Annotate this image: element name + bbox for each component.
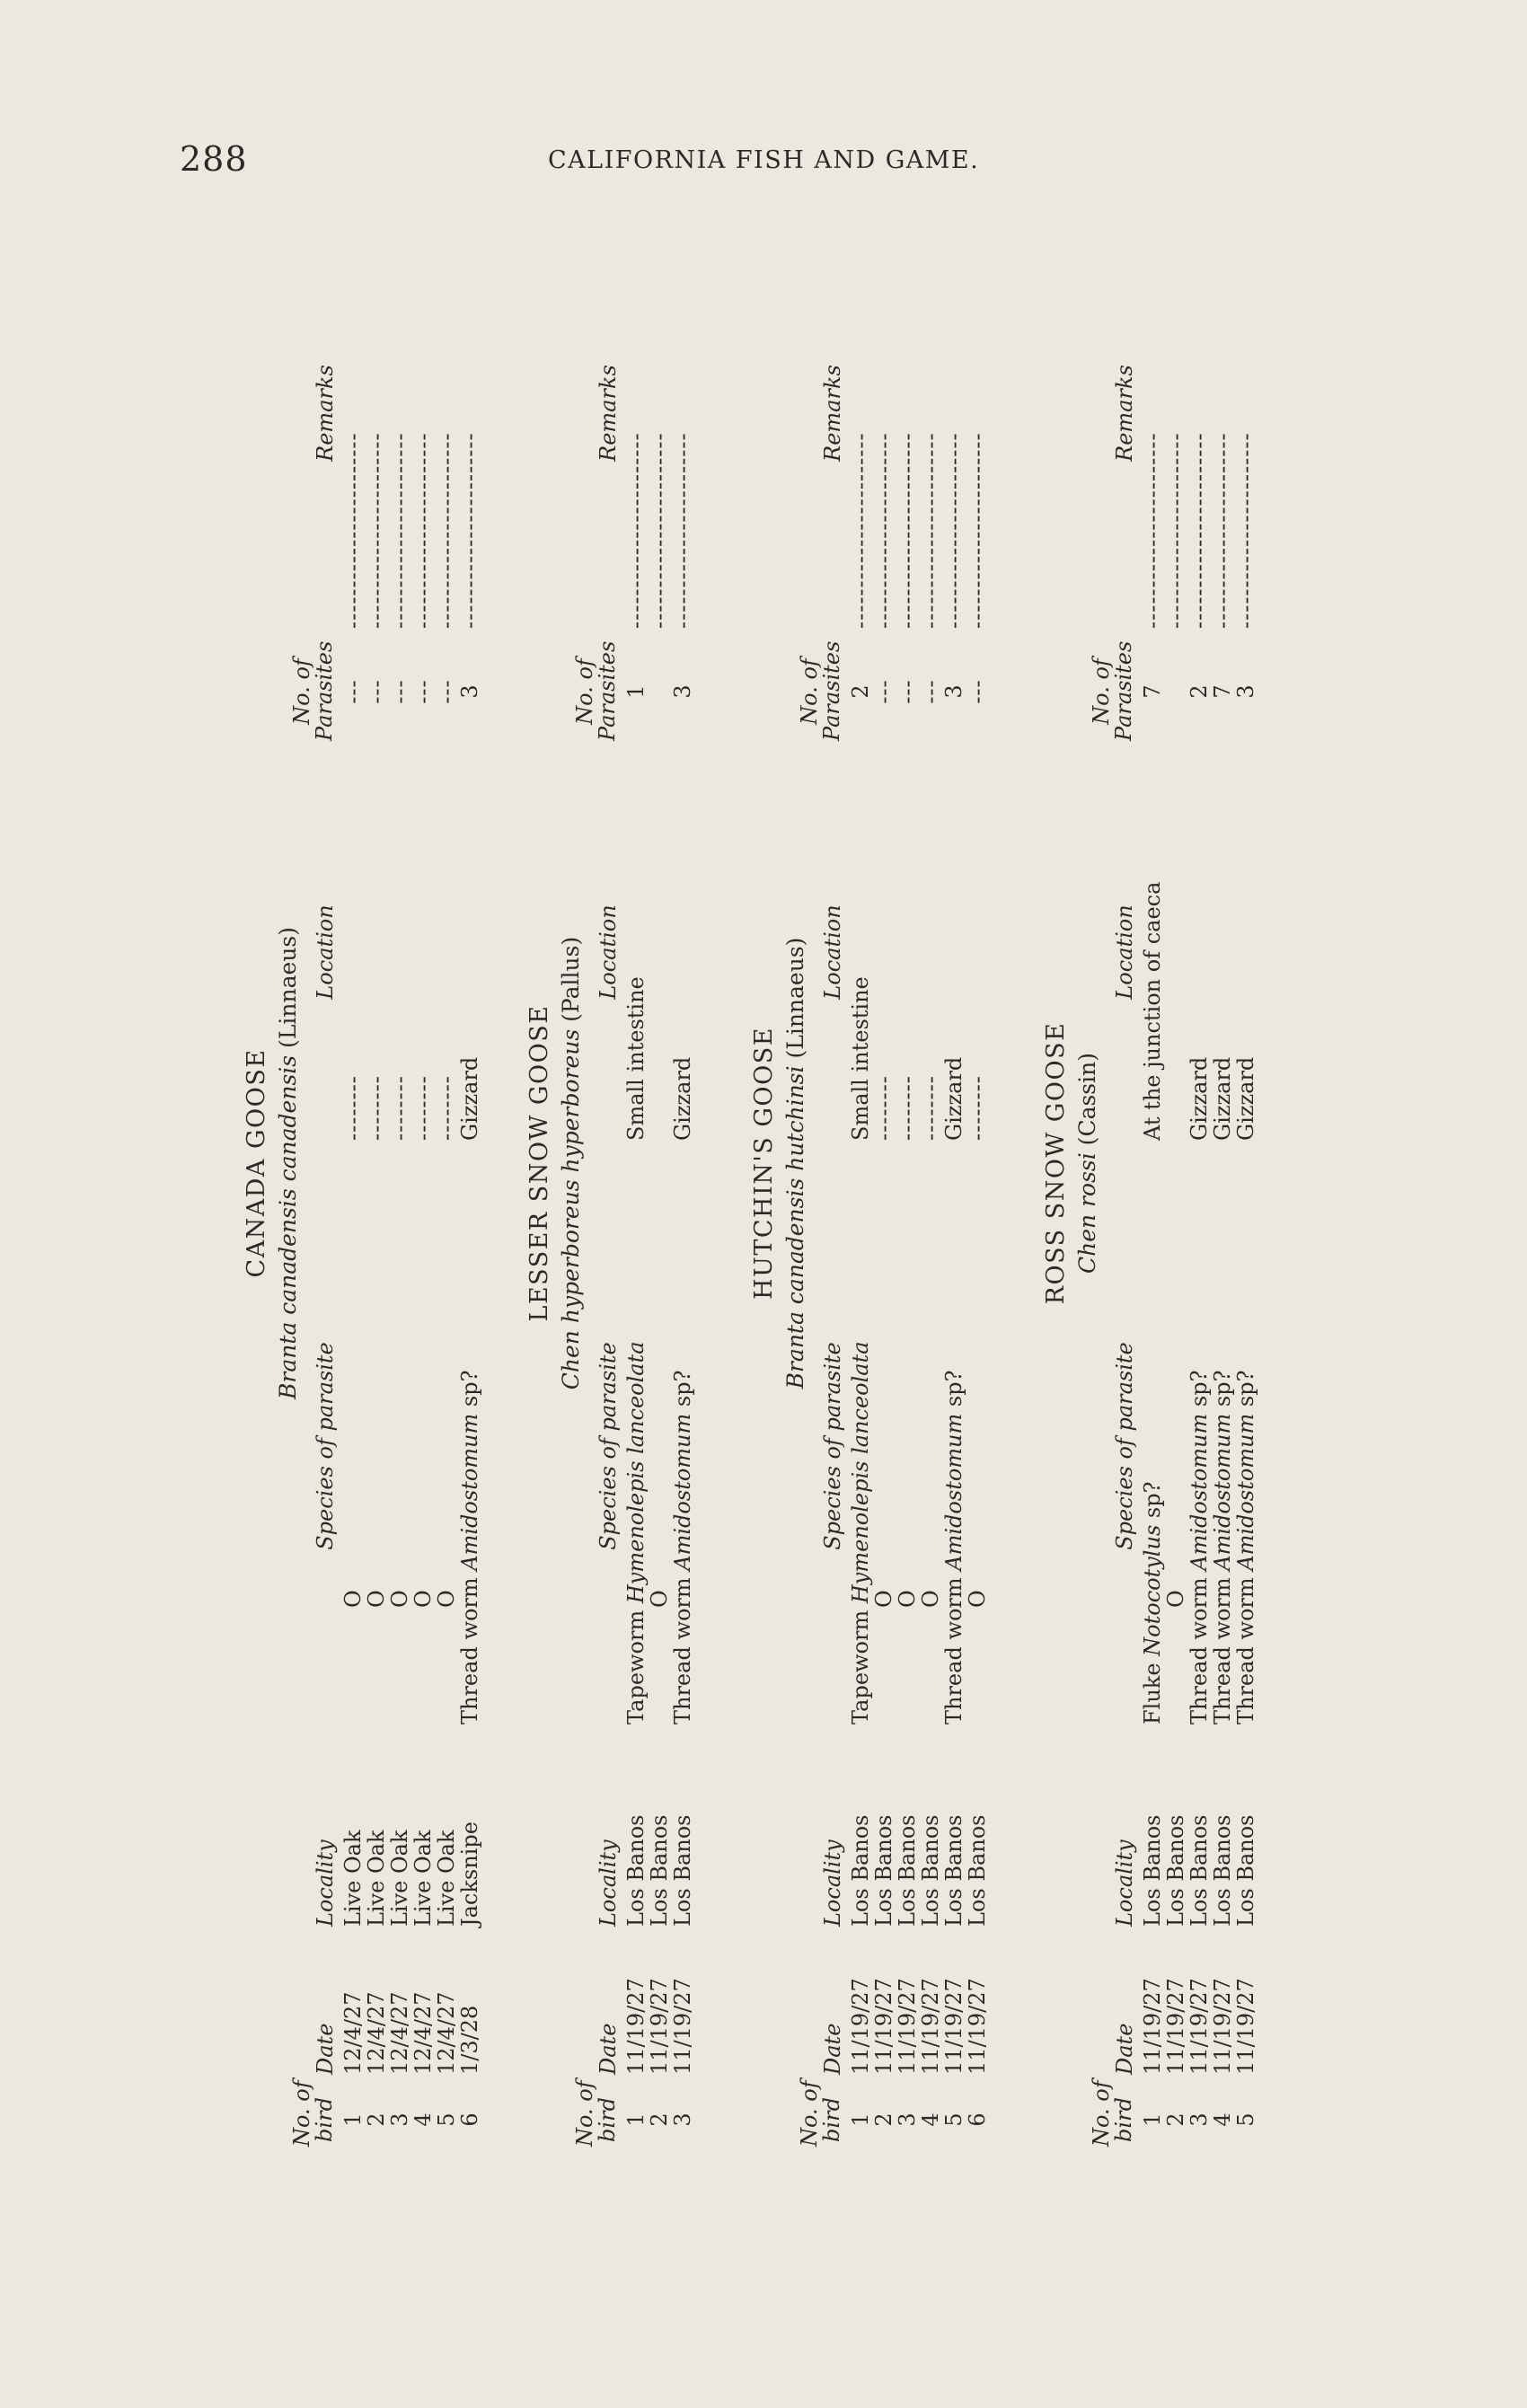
- header-line: Remarks: [313, 365, 338, 462]
- header-line: bird: [819, 2097, 844, 2142]
- page-number: 288: [180, 139, 248, 179]
- remarks-cell: ------------------------: [871, 432, 896, 629]
- species-cell: Thread worm Amidostomum sp?: [670, 1370, 695, 1724]
- scientific-binomial: Branta canadensis canadensis: [275, 1054, 301, 1399]
- species-cell: O: [918, 1590, 943, 1608]
- locality-cell: Los Banos: [1163, 1814, 1188, 1927]
- location-column-header: [314, 763, 337, 1141]
- scientific-author: (Linnaeus): [275, 927, 301, 1048]
- count-cell: ---: [410, 679, 436, 704]
- count-cell: 3: [457, 684, 482, 699]
- date-column-header: [822, 1940, 844, 2075]
- table-title: ROSS SNOW GOOSE: [1042, 1021, 1070, 1305]
- header-line: Species of parasite: [820, 1342, 845, 1550]
- location-cell: Gizzard: [1187, 1056, 1212, 1141]
- table-title: HUTCHIN'S GOOSE: [750, 1027, 778, 1300]
- header-line: Location: [1112, 904, 1137, 1000]
- date-column-header: [597, 1940, 620, 2075]
- header-line: No. of: [1089, 2080, 1114, 2147]
- location-cell: Small intestine: [623, 976, 649, 1141]
- bird-cell: 6: [457, 2113, 482, 2127]
- date-cell: 1/3/28: [457, 2005, 482, 2075]
- remarks-cell: ------------------------: [895, 432, 920, 629]
- species-cell: Thread worm Amidostomum sp?: [941, 1370, 967, 1724]
- date-cell: 11/19/27: [623, 1978, 649, 2075]
- date-cell: 12/4/27: [364, 1991, 389, 2075]
- location-cell: Gizzard: [457, 1056, 482, 1141]
- species-scientific-name: Hymenolepis lanceolata: [848, 1341, 873, 1604]
- count-cell: ---: [340, 679, 366, 704]
- remarks-cell: ------------------------: [1187, 432, 1212, 629]
- scientific-author: (Pallus): [558, 936, 584, 1022]
- bird-cell: 4: [1210, 2113, 1235, 2127]
- date-cell: 12/4/27: [340, 1991, 366, 2075]
- location-cell: --------: [895, 1075, 920, 1141]
- species-column-header: [1114, 1168, 1136, 1724]
- header-line: bird: [595, 2097, 620, 2142]
- bird-cell: 3: [670, 2113, 695, 2127]
- date-column-header: [314, 1940, 337, 2075]
- date-cell: 12/4/27: [410, 1991, 436, 2075]
- header-line: Location: [313, 904, 338, 1000]
- bird-cell: 1: [848, 2113, 873, 2127]
- header-line: Date: [596, 2023, 621, 2075]
- locality-column-header: [1114, 1747, 1136, 1927]
- bird-cell: 3: [1187, 2113, 1212, 2127]
- count-cell: 3: [1233, 684, 1258, 699]
- location-column-header: [822, 763, 844, 1141]
- header-line: Locality: [313, 1839, 338, 1927]
- header-line: No. of: [289, 658, 314, 725]
- header-line: Parasites: [595, 640, 620, 741]
- date-cell: 11/19/27: [1233, 1978, 1258, 2075]
- location-cell: --------: [965, 1075, 990, 1141]
- count-cell: 1: [623, 684, 649, 699]
- header-line: No. of: [797, 658, 822, 725]
- species-cell: O: [434, 1590, 459, 1608]
- header-line: Locality: [820, 1839, 845, 1927]
- location-cell: --------: [387, 1075, 412, 1141]
- species-cell: Thread worm Amidostomum sp?: [1187, 1370, 1212, 1724]
- count-column-header: [799, 642, 843, 741]
- remarks-cell: ------------------------: [848, 432, 873, 629]
- remarks-column-header: [822, 198, 844, 629]
- header-line: Date: [313, 2023, 338, 2075]
- locality-cell: Los Banos: [871, 1814, 896, 1927]
- species-column-header: [597, 1168, 620, 1724]
- locality-cell: Live Oak: [387, 1830, 412, 1927]
- species-scientific-name: Amidostomum: [1187, 1413, 1212, 1571]
- date-cell: 12/4/27: [434, 1991, 459, 2075]
- bird-cell: 3: [387, 2113, 412, 2127]
- date-cell: 11/19/27: [895, 1978, 920, 2075]
- species-column-header: [822, 1168, 844, 1724]
- species-cell: O: [364, 1590, 389, 1608]
- location-cell: --------: [340, 1075, 366, 1141]
- count-cell: 7: [1140, 684, 1165, 699]
- table-title: LESSER SNOW GOOSE: [525, 1004, 553, 1322]
- header-line: Parasites: [312, 640, 337, 741]
- species-cell: O: [410, 1590, 436, 1608]
- species-cell: O: [965, 1590, 990, 1608]
- locality-cell: Los Banos: [1210, 1814, 1235, 1927]
- header-line: Species of parasite: [596, 1342, 621, 1550]
- remarks-cell: ------------------------: [941, 432, 967, 629]
- locality-cell: Los Banos: [647, 1814, 672, 1927]
- bird-column-header: [289, 2080, 337, 2147]
- remarks-cell: ------------------------: [1163, 432, 1188, 629]
- scientific-binomial: Chen hyperboreus hyperboreus: [558, 1028, 584, 1390]
- bird-cell: 5: [434, 2113, 459, 2127]
- header-line: No. of: [572, 2080, 597, 2147]
- journal-title: CALIFORNIA FISH AND GAME.: [548, 146, 980, 174]
- remarks-cell: ------------------------: [340, 432, 366, 629]
- location-cell: Gizzard: [1210, 1056, 1235, 1141]
- header-line: Remarks: [820, 365, 845, 462]
- locality-cell: Los Banos: [623, 1814, 649, 1927]
- bird-cell: 2: [647, 2113, 672, 2127]
- header-line: Date: [820, 2023, 845, 2075]
- date-cell: 11/19/27: [1210, 1978, 1235, 2075]
- location-cell: --------: [364, 1075, 389, 1141]
- bird-cell: 2: [871, 2113, 896, 2127]
- date-cell: 11/19/27: [848, 1978, 873, 2075]
- header-line: Species of parasite: [313, 1342, 338, 1550]
- bird-column-header: [797, 2080, 844, 2147]
- remarks-cell: ------------------------: [434, 432, 459, 629]
- rotated-tables: [243, 180, 1302, 2147]
- locality-column-header: [597, 1747, 620, 1927]
- location-cell: Gizzard: [941, 1056, 967, 1141]
- locality-cell: Los Banos: [965, 1814, 990, 1927]
- date-cell: 12/4/27: [387, 1991, 412, 2075]
- scientific-name: [782, 180, 808, 2147]
- header-line: Remarks: [1112, 365, 1137, 462]
- header-line: bird: [1111, 2097, 1136, 2142]
- locality-cell: Los Banos: [1140, 1814, 1165, 1927]
- header-line: No. of: [289, 2080, 314, 2147]
- species-scientific-name: Amidostomum: [1233, 1413, 1258, 1571]
- bird-cell: 4: [410, 2113, 436, 2127]
- location-cell: Gizzard: [1233, 1056, 1258, 1141]
- scientific-binomial: Chen rossi: [1074, 1152, 1100, 1274]
- species-scientific-name: Notocotylus: [1140, 1524, 1165, 1656]
- date-cell: 11/19/27: [918, 1978, 943, 2075]
- remarks-column-header: [314, 198, 337, 629]
- count-column-header: [1090, 642, 1135, 741]
- location-cell: --------: [918, 1075, 943, 1141]
- location-cell: Small intestine: [848, 976, 873, 1141]
- locality-cell: Los Banos: [1233, 1814, 1258, 1927]
- bird-cell: 2: [1163, 2113, 1188, 2127]
- location-column-header: [1114, 763, 1136, 1141]
- remarks-cell: ------------------------: [623, 432, 649, 629]
- locality-column-header: [822, 1747, 844, 1927]
- count-cell: ---: [918, 679, 943, 704]
- remarks-column-header: [1114, 198, 1136, 629]
- species-cell: Thread worm Amidostomum sp?: [1233, 1370, 1258, 1724]
- remarks-cell: ------------------------: [1140, 432, 1165, 629]
- species-cell: Fluke Notocotylus sp?: [1140, 1481, 1165, 1724]
- bird-cell: 1: [623, 2113, 649, 2127]
- location-cell: At the junction of caeca: [1140, 881, 1165, 1141]
- date-cell: 11/19/27: [1140, 1978, 1165, 2075]
- scientific-author: (Cassin): [1074, 1053, 1100, 1146]
- count-cell: 3: [941, 684, 967, 699]
- table-title: CANADA GOOSE: [243, 1048, 270, 1278]
- bird-cell: 6: [965, 2113, 990, 2127]
- locality-cell: Los Banos: [895, 1814, 920, 1927]
- remarks-cell: ------------------------: [647, 432, 672, 629]
- species-scientific-name: Amidostomum: [1210, 1413, 1235, 1571]
- scientific-name: [275, 180, 301, 2147]
- remarks-cell: ------------------------: [1210, 432, 1235, 629]
- date-cell: 11/19/27: [1187, 1978, 1212, 2075]
- species-cell: Thread worm Amidostomum sp?: [457, 1370, 482, 1724]
- bird-cell: 1: [340, 2113, 366, 2127]
- location-cell: Gizzard: [670, 1056, 695, 1141]
- count-cell: ---: [387, 679, 412, 704]
- bird-cell: 1: [1140, 2113, 1165, 2127]
- header-line: Date: [1112, 2023, 1137, 2075]
- species-cell: Tapeworm Hymenolepis lanceolata: [848, 1341, 873, 1724]
- locality-cell: Los Banos: [670, 1814, 695, 1927]
- remarks-cell: ------------------------: [1233, 432, 1258, 629]
- remarks-cell: ------------------------: [670, 432, 695, 629]
- date-cell: 11/19/27: [965, 1978, 990, 2075]
- locality-cell: Live Oak: [340, 1830, 366, 1927]
- count-cell: ---: [434, 679, 459, 704]
- remarks-cell: ------------------------: [387, 432, 412, 629]
- bird-cell: 2: [364, 2113, 389, 2127]
- bird-cell: 3: [895, 2113, 920, 2127]
- species-scientific-name: Amidostomum: [941, 1413, 967, 1571]
- count-cell: 2: [848, 684, 873, 699]
- remarks-column-header: [597, 198, 620, 629]
- species-cell: O: [340, 1590, 366, 1608]
- date-cell: 11/19/27: [670, 1978, 695, 2075]
- species-scientific-name: Amidostomum: [670, 1413, 695, 1571]
- species-cell: O: [387, 1590, 412, 1608]
- count-cell: ---: [364, 679, 389, 704]
- bird-column-header: [572, 2080, 620, 2147]
- remarks-cell: ------------------------: [364, 432, 389, 629]
- bird-cell: 5: [941, 2113, 967, 2127]
- count-cell: ---: [871, 679, 896, 704]
- species-cell: O: [871, 1590, 896, 1608]
- locality-cell: Los Banos: [1187, 1814, 1212, 1927]
- header-line: No. of: [572, 658, 597, 725]
- header-line: bird: [312, 2097, 337, 2142]
- location-column-header: [597, 763, 620, 1141]
- locality-column-header: [314, 1747, 337, 1927]
- location-cell: --------: [434, 1075, 459, 1141]
- header-line: Locality: [1112, 1839, 1137, 1927]
- species-cell: O: [647, 1590, 672, 1608]
- count-cell: ---: [965, 679, 990, 704]
- species-cell: Thread worm Amidostomum sp?: [1210, 1370, 1235, 1724]
- locality-cell: Live Oak: [410, 1830, 436, 1927]
- species-cell: O: [1163, 1590, 1188, 1608]
- remarks-cell: ------------------------: [457, 432, 482, 629]
- header-line: No. of: [797, 2080, 822, 2147]
- header-line: No. of: [1089, 658, 1114, 725]
- date-cell: 11/19/27: [941, 1978, 967, 2075]
- header-line: Parasites: [819, 640, 844, 741]
- header-line: Parasites: [1111, 640, 1136, 741]
- count-cell: 7: [1210, 684, 1235, 699]
- bird-column-header: [1089, 2080, 1136, 2147]
- header-line: Species of parasite: [1112, 1342, 1137, 1550]
- date-column-header: [1114, 1940, 1136, 2075]
- species-scientific-name: Amidostomum: [457, 1413, 482, 1571]
- locality-cell: Jacksnipe: [457, 1821, 482, 1927]
- date-cell: 11/19/27: [1163, 1978, 1188, 2075]
- location-cell: --------: [410, 1075, 436, 1141]
- bird-cell: 5: [1233, 2113, 1258, 2127]
- species-cell: O: [895, 1590, 920, 1608]
- species-table: [243, 180, 512, 2147]
- locality-cell: Live Oak: [434, 1830, 459, 1927]
- header-line: Locality: [596, 1839, 621, 1927]
- date-cell: 11/19/27: [871, 1978, 896, 2075]
- bird-cell: 4: [918, 2113, 943, 2127]
- species-column-header: [314, 1168, 337, 1724]
- locality-cell: Live Oak: [364, 1830, 389, 1927]
- location-cell: --------: [871, 1075, 896, 1141]
- remarks-cell: ------------------------: [965, 432, 990, 629]
- locality-cell: Los Banos: [918, 1814, 943, 1927]
- header-line: Location: [820, 904, 845, 1000]
- species-scientific-name: Hymenolepis lanceolata: [623, 1341, 649, 1604]
- header-line: Location: [596, 904, 621, 1000]
- locality-cell: Los Banos: [848, 1814, 873, 1927]
- date-cell: 11/19/27: [647, 1978, 672, 2075]
- scientific-binomial: Branta canadensis hutchinsi: [782, 1065, 808, 1389]
- scientific-name: [558, 180, 584, 2147]
- count-column-header: [291, 642, 336, 741]
- scientific-author: (Linnaeus): [782, 937, 808, 1059]
- species-cell: Tapeworm Hymenolepis lanceolata: [623, 1341, 649, 1724]
- count-column-header: [574, 642, 619, 741]
- remarks-cell: ------------------------: [410, 432, 436, 629]
- count-cell: 3: [670, 684, 695, 699]
- species-table: [1042, 180, 1311, 2147]
- locality-cell: Los Banos: [941, 1814, 967, 1927]
- scientific-name: [1074, 180, 1100, 2147]
- count-cell: ---: [895, 679, 920, 704]
- count-cell: 2: [1187, 684, 1212, 699]
- species-table: [750, 180, 1019, 2147]
- remarks-cell: ------------------------: [918, 432, 943, 629]
- header-line: Remarks: [596, 365, 621, 462]
